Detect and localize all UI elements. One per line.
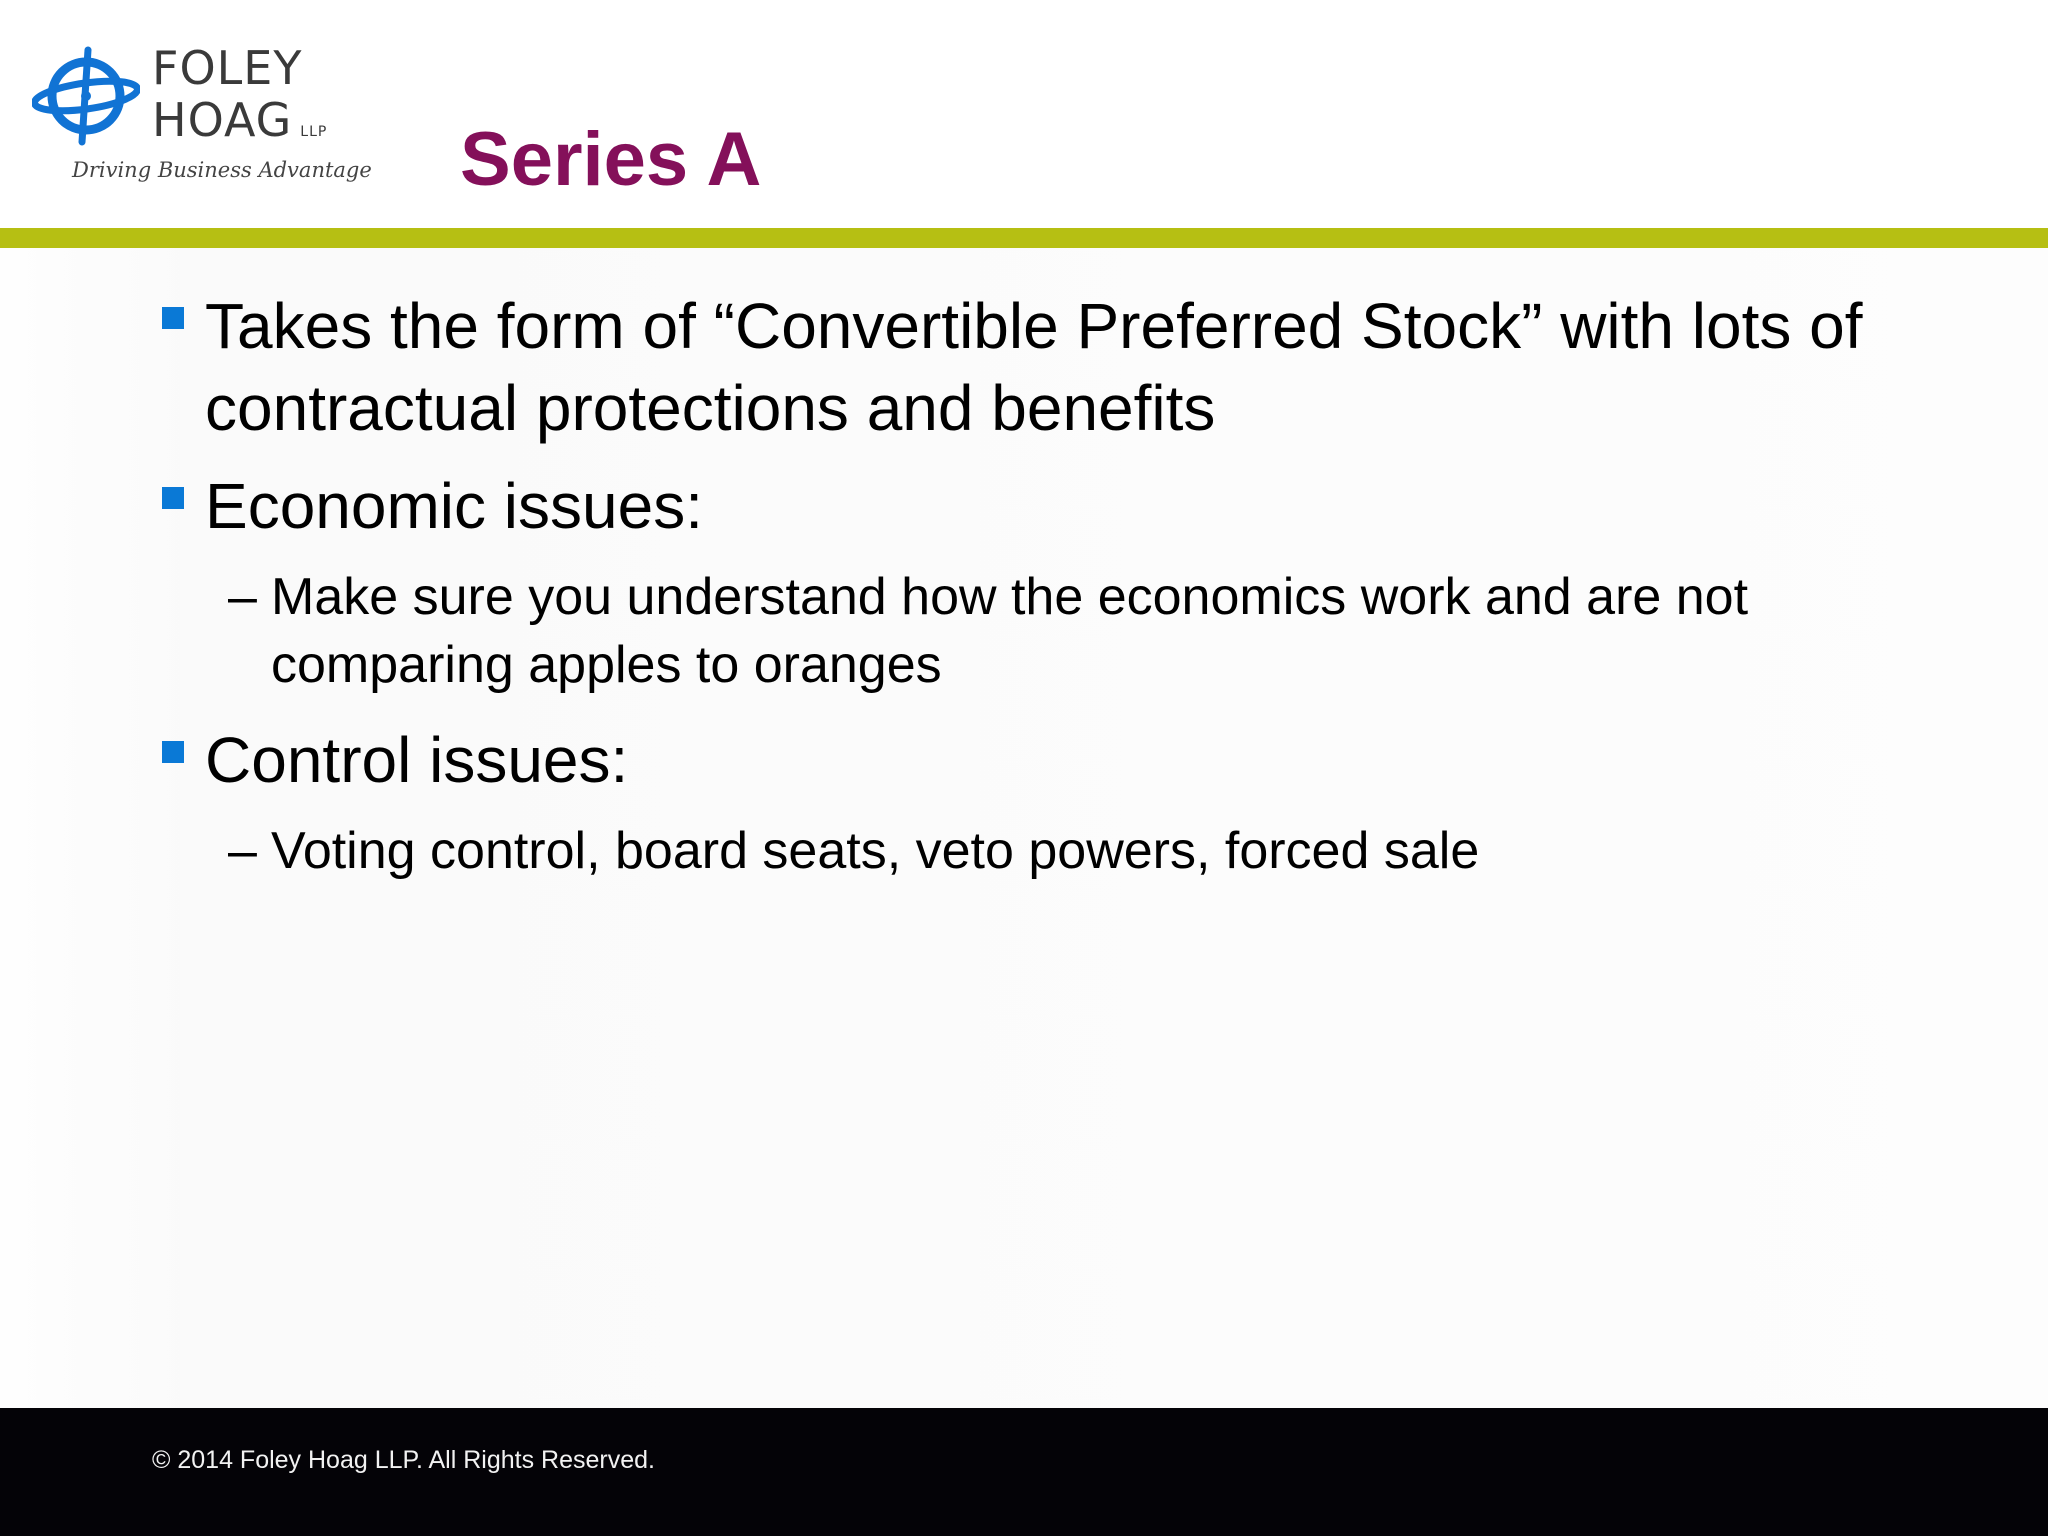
square-bullet-icon — [162, 307, 184, 329]
globe-icon — [32, 44, 140, 148]
bullet-item — [160, 465, 1920, 547]
logo-llp: LLP — [300, 124, 328, 140]
slide-title: Series A — [460, 117, 762, 202]
square-bullet-icon — [162, 741, 184, 763]
sub-bullet-text: Make sure you understand how the economics work and are not comparing apples to oranges — [271, 568, 1749, 694]
slide-body — [160, 285, 1920, 905]
bullet-item — [160, 719, 1920, 801]
dash-bullet: – — [228, 568, 257, 626]
slide-footer — [0, 1408, 2048, 1536]
bullet-text: Control issues: — [205, 724, 629, 796]
logo-name-line1: FOLEY — [152, 41, 303, 95]
slide-header — [0, 0, 2048, 228]
header-divider — [0, 228, 2048, 248]
logo-name — [152, 42, 327, 158]
bullet-text: Economic issues: — [205, 470, 703, 542]
bullet-text: Takes the form of “Convertible Preferred Stock” with lots of contractual protections and benefits — [205, 290, 1863, 444]
logo-tagline: Driving Business Advantage — [72, 158, 372, 182]
sub-bullet-item — [160, 817, 1920, 885]
square-bullet-icon — [162, 487, 184, 509]
bullet-item — [160, 285, 1920, 449]
sub-bullet-item — [160, 563, 1920, 699]
logo-name-line2: HOAG — [152, 93, 293, 147]
company-logo — [32, 40, 372, 200]
copyright-notice: © 2014 Foley Hoag LLP. All Rights Reserved. — [152, 1446, 655, 1474]
sub-bullet-text: Voting control, board seats, veto powers, forced sale — [271, 822, 1480, 880]
dash-bullet: – — [228, 822, 257, 880]
